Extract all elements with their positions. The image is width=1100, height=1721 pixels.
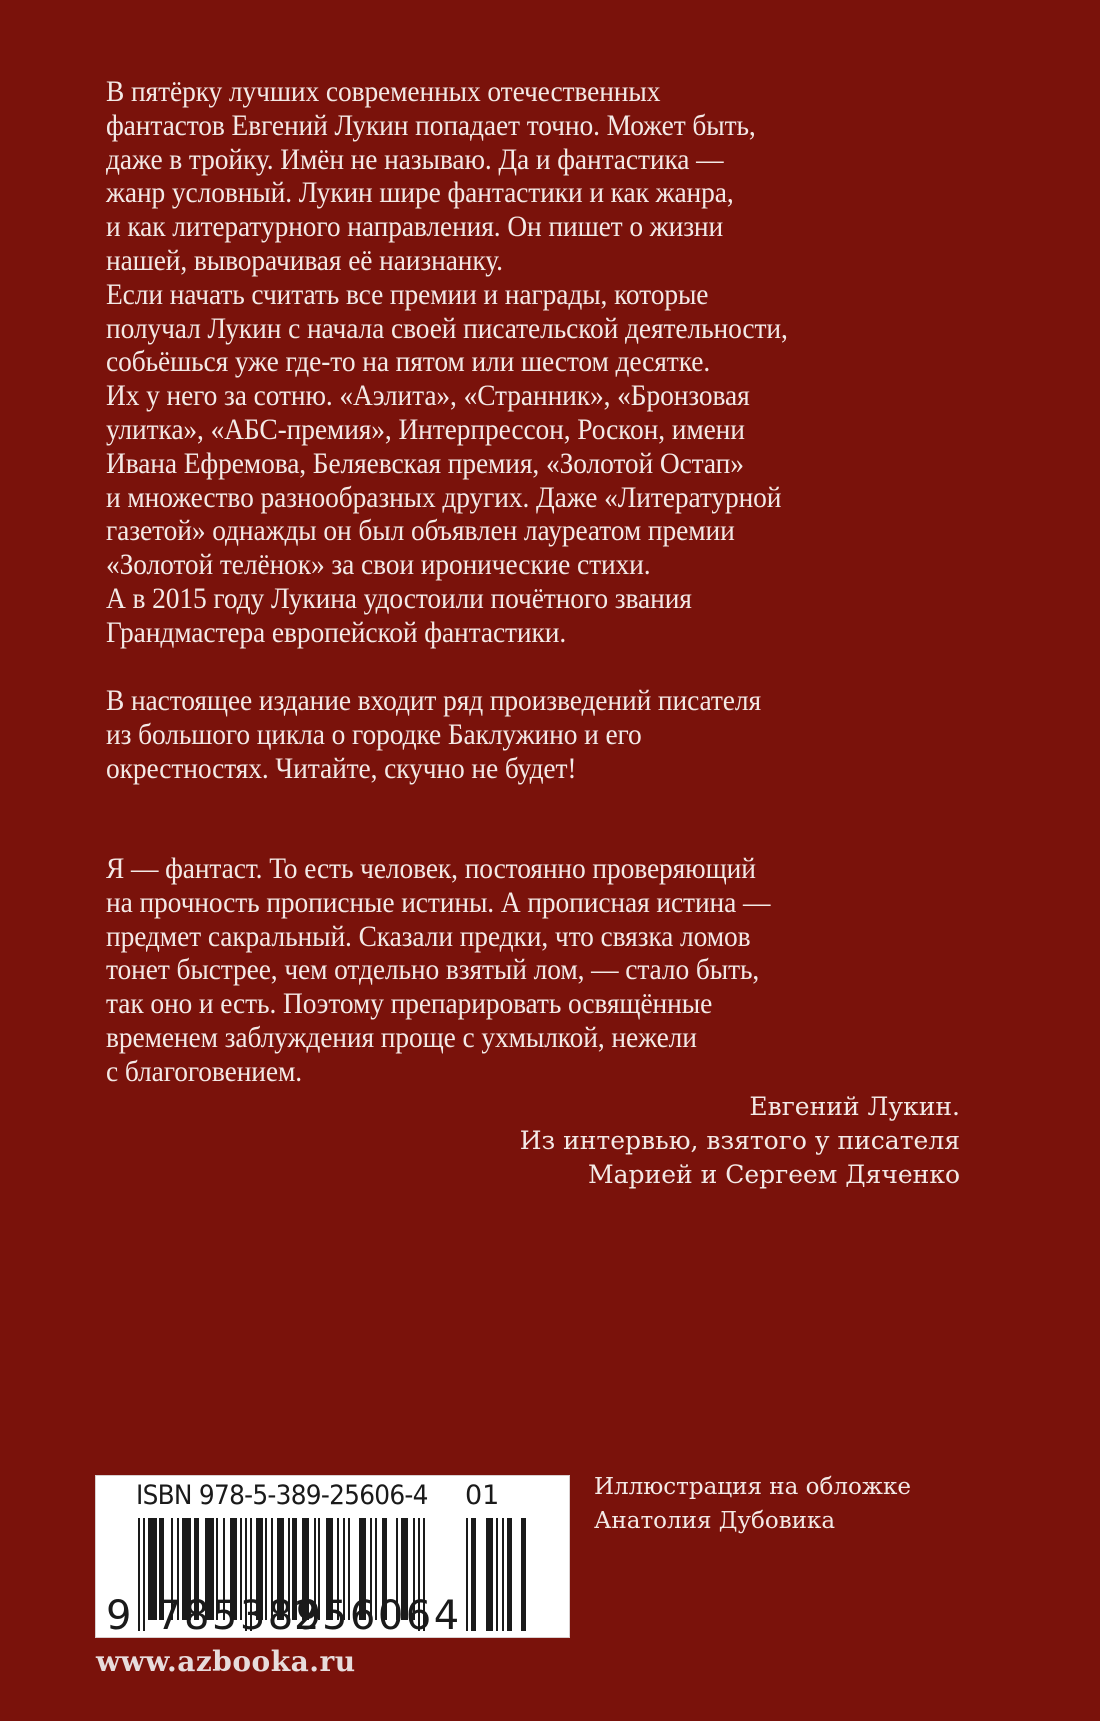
isbn-barcode	[95, 1475, 570, 1638]
edition-paragraph	[106, 685, 962, 786]
text-line: с благоговением.	[106, 1055, 302, 1088]
text-line: так оно и есть. Поэтому препарировать освящённые	[106, 988, 713, 1021]
text-line: на прочность прописные истины. А прописная истина —	[106, 886, 771, 919]
text-line: Если начать считать все премии и награды, которые	[106, 278, 709, 311]
text-line: В настоящее издание входит ряд произведений писателя	[106, 685, 762, 717]
isbn-label: ISBN 978-5-389-25606-4	[136, 1480, 428, 1511]
text-line: Грандмастера европейской фантастики.	[106, 616, 567, 649]
barcode-digits-left: 785389	[156, 1593, 324, 1639]
text-line: и как литературного направления. Он пишет о жизни	[106, 211, 724, 244]
attribution-line: Из интервью, взятого у писателя	[519, 1126, 960, 1155]
text-line: из большого цикла о городке Баклужино и его	[106, 718, 642, 751]
credit-line: Иллюстрация на обложке	[594, 1474, 911, 1500]
text-line: предмет сакральный. Сказали предки, что связка ломов	[106, 920, 751, 953]
text-line: тонет быстрее, чем отдельно взятый лом, — стало быть,	[106, 954, 760, 987]
text-line: Я — фантаст. То есть человек, постоянно проверяющий	[106, 853, 756, 885]
text-line: нашей, выворачивая её наизнанку.	[106, 244, 503, 277]
text-line: В пятёрку лучших современных отечественных	[106, 76, 661, 108]
author-quote	[106, 853, 962, 1090]
text-line: улитка», «АБС-премия», Интерпрессон, Роскон, имени	[106, 413, 745, 446]
text-line: А в 2015 году Лукина удостоили почётного звания	[106, 582, 692, 615]
text-line: даже в тройку. Имён не называю. Да и фантастика —	[106, 143, 724, 176]
quote-attribution	[520, 1090, 960, 1192]
text-line: Ивана Ефремова, Беляевская премия, «Золотой Остап»	[106, 447, 744, 480]
credit-line: Анатолия Дубовика	[594, 1508, 836, 1534]
text-line: и множество разнообразных других. Даже «Литературной	[106, 481, 782, 514]
text-line: «Золотой телёнок» за свои иронические стихи.	[106, 549, 651, 582]
text-line: окрестностях. Читайте, скучно не будет!	[106, 752, 577, 785]
barcode-digit-first: 9	[106, 1593, 133, 1639]
text-line: получал Лукин с начала своей писательской деятельности,	[106, 312, 788, 345]
text-line: Их у него за сотню. «Аэлита», «Странник», «Бронзовая	[106, 380, 750, 413]
publisher-website: www.azbooka.ru	[96, 1645, 356, 1678]
illustration-credit	[594, 1470, 911, 1538]
text-line: жанр условный. Лукин шире фантастики и как жанра,	[106, 177, 734, 210]
attribution-line: Евгений Лукин.	[749, 1092, 960, 1121]
intro-paragraph	[106, 76, 962, 651]
attribution-line: Марией и Сергеем Дяченко	[588, 1160, 960, 1189]
barcode-addon-label: 01	[465, 1480, 500, 1511]
text-line: временем заблуждения проще с ухмылкой, нежели	[106, 1021, 697, 1054]
text-line: собьёшься уже где-то на пятом или шестом десятке.	[106, 346, 711, 379]
text-line: фантастов Евгений Лукин попадает точно. Может быть,	[106, 109, 756, 142]
barcode-digits-right: 256064	[294, 1593, 462, 1639]
text-line: газетой» однажды он был объявлен лауреатом премии	[106, 515, 735, 548]
